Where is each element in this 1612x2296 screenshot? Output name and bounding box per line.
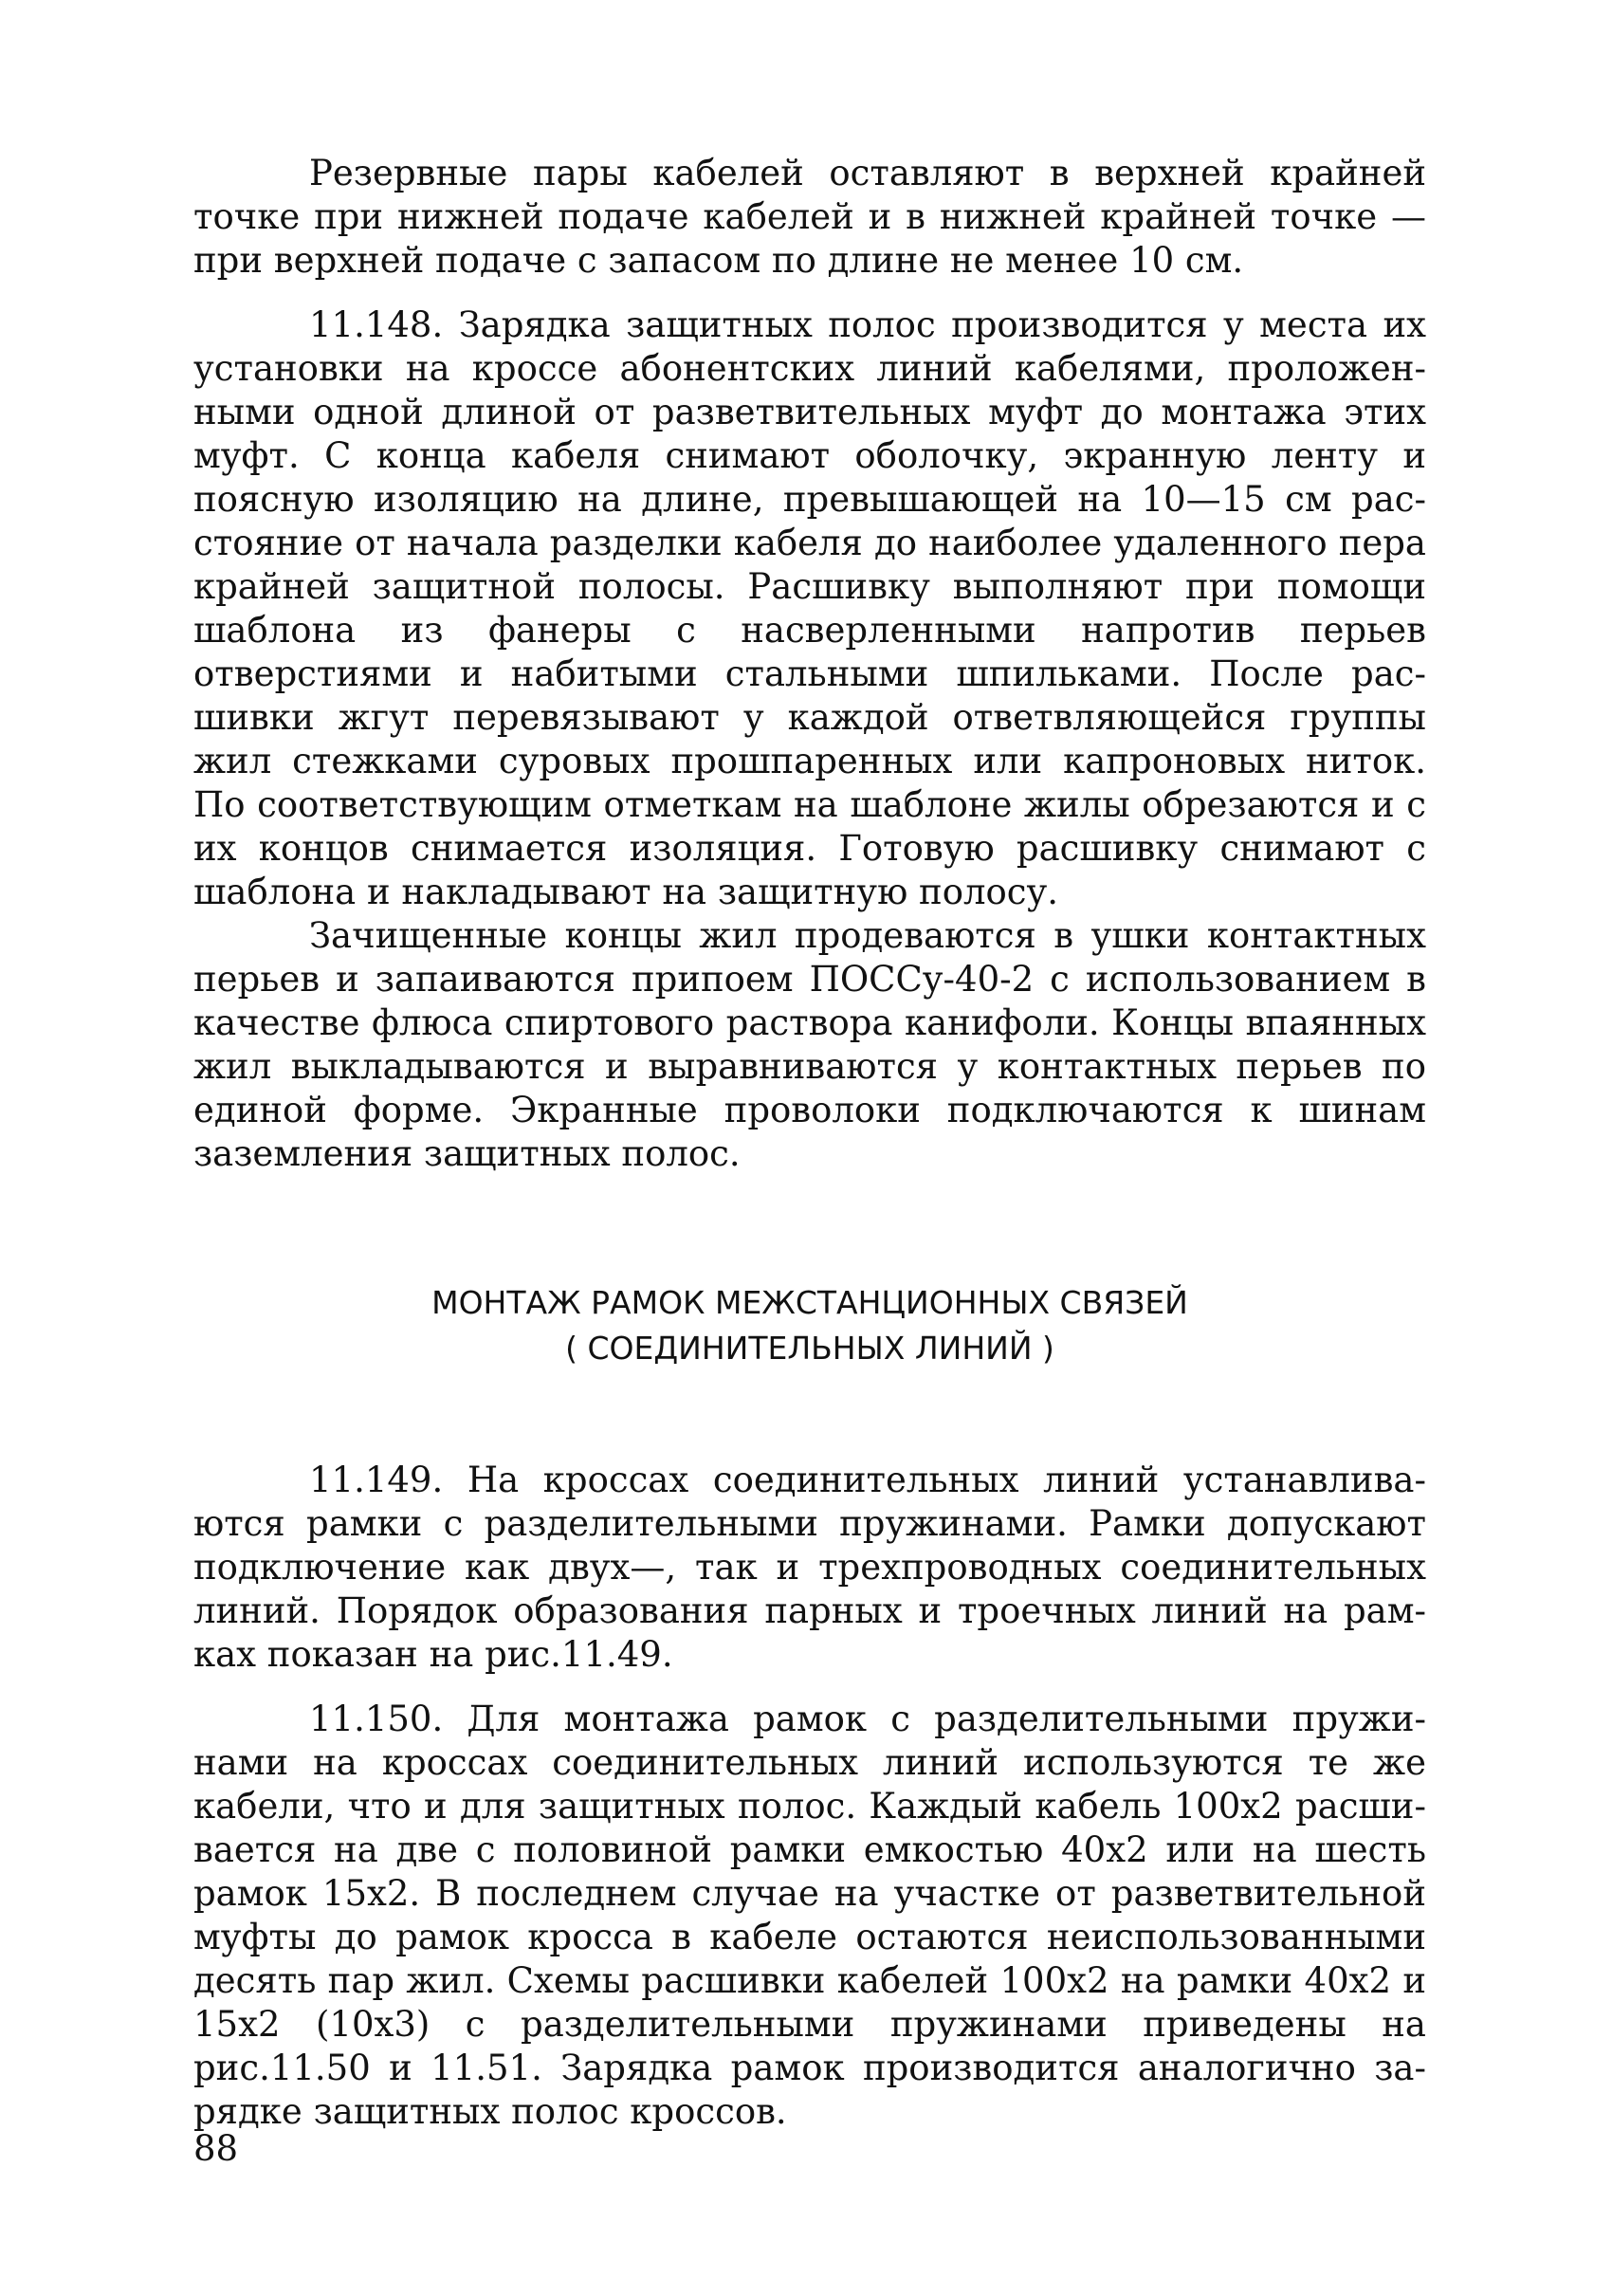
page-number: 88	[193, 2128, 239, 2169]
section-heading-line-1: МОНТАЖ РАМОК МЕЖСТАНЦИОННЫХ СВЯЗЕЙ	[431, 1284, 1188, 1321]
paragraph-reserve-pairs: Резервные пары кабелей оставляют в верхней крайней точке при нижней подаче кабелей и в нижней крайней точке — при верхней подаче с запасом по длине не менее 10 см.	[193, 153, 1426, 281]
paragraph-11-149: 11.149. На кроссах соединительных линий устанавливаются рамки с разделительными пружинами. Рамки допускают подключение как двух—, так и трехпроводных соединительных линий. Порядок образования парных и троечных линий на рамках показан на рис.11.49.	[193, 1460, 1426, 1675]
section-heading-line-2: ( СОЕДИНИТЕЛЬНЫХ ЛИНИЙ )	[565, 1330, 1054, 1367]
paragraph-soldering: Зачищенные концы жил продеваются в ушки контактных перьев и запаиваются припоем ПОССу-40-2 с использованием в качестве флюса спиртового раствора канифоли. Концы впаянных жил выкладываются и выравниваются у контактных перьев по единой форме. Экранные проволоки подключаются к шинам заземления защитных полос.	[193, 915, 1426, 1174]
page-body	[193, 152, 1426, 2134]
section-heading	[193, 1280, 1426, 1371]
paragraph-11-148: 11.148. Зарядка защитных полос производится у места их установки на кроссе абонентских линий кабелями, проложенными одной длиной от разветвительных муфт до монтажа этих муфт. С конца кабеля снимают оболочку, экранную ленту и поясную изоляцию на длине, превышающей на 10—15 см расстояние от начала разделки кабеля до наиболее удаленного пера крайней защитной полосы. Расшивку выполняют при помощи шаблона из фанеры с насверленными напротив перьев отверстиями и набитыми стальными шпильками. После расшивки жгут перевязывают у каждой ответвляющейся группы жил стежками суровых прошпаренных или капроновых ниток. По соответствующим отметкам на шаблоне жилы обрезаются и с их концов снимается изоляция. Готовую расшивку снимают с шаблона и накладывают на защитную полосу.	[193, 304, 1426, 912]
paragraph-11-150: 11.150. Для монтажа рамок с разделительными пружинами на кроссах соединительных линий используются те же кабели, что и для защитных полос. Каждый кабель 100x2 расшивается на две с половиной рамки емкостью 40x2 или на шесть рамок 15x2. В последнем случае на участке от разветвительной муфты до рамок кросса в кабеле остаются неиспользованными десять пар жил. Схемы расшивки кабелей 100x2 на рамки 40x2 и 15x2 (10x3) с разделительными пружинами приведены на рис.11.50 и 11.51. Зарядка рамок производится аналогично зарядке защитных полос кроссов.	[193, 1699, 1426, 2132]
